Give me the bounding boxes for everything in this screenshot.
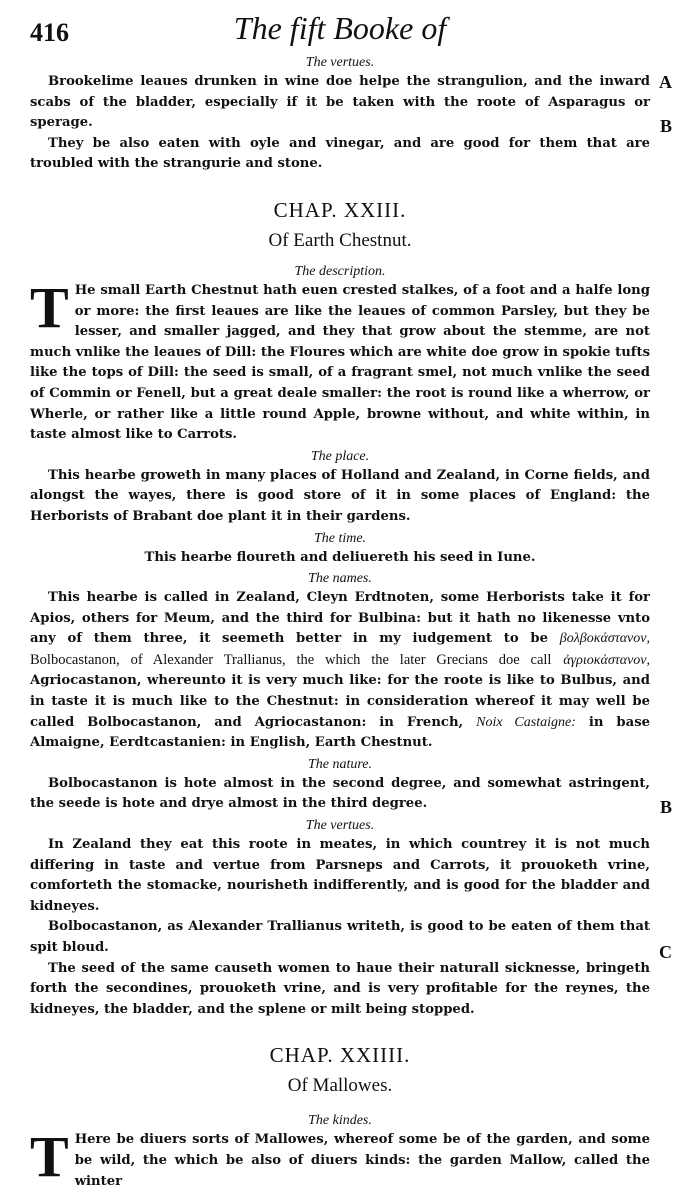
margin-letter-a: A bbox=[659, 72, 672, 92]
paragraph-description bbox=[30, 274, 650, 446]
paragraph-time: This hearbe floureth and deliuereth his seed in Iune. bbox=[144, 549, 536, 565]
running-title: The fift Booke of bbox=[233, 10, 447, 46]
paragraph-strangurie: They be also eaten with oyle and vinegar, and are good for them that are troubled with the strangurie and stone. bbox=[30, 135, 650, 172]
chapter-title-24: Of Mallowes. bbox=[287, 1075, 393, 1097]
paragraph-place: This hearbe groweth in many places of Holland and Zealand, in Corne fields, and alongst the wayes, there is good store of it in some places of England: the Herborists of Brabant doe plant it in their gardens. bbox=[30, 467, 650, 524]
section-heading-names: The names. bbox=[308, 571, 372, 587]
description-text: He small Earth Chestnut hath euen crested stalkes, of a foot and a halfe long or more: the first leaues are like the leaues of common Parsley, but they be lesser, and smaller jagged, and they that grow about the stemme, are not much vnlike the leaues of Dill: the Floures which are white doe grow in spokie tufts like the tops of Dill: the seed is small, of a fragrant smel, not much vnlike the seed of Commin or Fenell, but a great deale smaller: the root is round like a wherrow, or Wherle, or rather like a little round Apple, browne without, and white within, in taste almost like to Carrots. bbox=[30, 282, 650, 443]
chapter-label-24: CHAP. XXIIII. bbox=[269, 1043, 411, 1068]
greek-word-1: βολβοκάστανον, bbox=[559, 631, 650, 647]
paragraph-virtues-2: Bolbocastanon, as Alexander Trallianus writeth, is good to be eaten of them that spit bloud. bbox=[30, 919, 650, 955]
section-heading-time: The time. bbox=[313, 530, 367, 546]
section-heading-nature: The nature. bbox=[307, 756, 373, 772]
french-name: Noix Castaigne: bbox=[476, 714, 576, 730]
paragraph-virtues-3: The seed of the same causeth women to haue their naturall sicknesse, bringeth forth the secondines, prouoketh vrine, and is very profitable for the reynes, the kidneyes, the bladder, and the splene or milt being stopped. bbox=[30, 960, 650, 1017]
paragraph-brookelime: Brookelime leaues drunken in wine doe helpe the strangulion, and the inward scabs of the bladder, especially if it be taken with the roote of Asparagus or sperage. bbox=[30, 74, 650, 131]
drop-cap: T bbox=[30, 274, 69, 340]
chapter-title-23: Of Earth Chestnut. bbox=[268, 229, 412, 251]
greek-word-2: ἀγριοκάστανον, bbox=[563, 652, 651, 668]
names-text-c: Agriocastanon, whereunto it is very much like: for the roote is like to Bulbus, and in taste it is much like to the Chestnut: in consideration whereof it may well be called Bolbocastanon, and Agriocastanon: in French, bbox=[30, 673, 650, 730]
page-number: 416 bbox=[30, 18, 69, 47]
section-heading-description: The description. bbox=[294, 263, 386, 279]
names-text-b: Bolbocastanon, of Alexander Trallianus, the which the later Grecians doe call bbox=[30, 651, 552, 668]
names-text-a: This hearbe is called in Zealand, Cleyn Erdtnoten, some Herborists take it for Apios, others for Meum, and the third for Bulbina: but it hath no likenesse vnto any of them three, it seemeth better in my iudgement to be bbox=[30, 590, 650, 647]
margin-letter-b: B bbox=[659, 116, 672, 136]
paragraph-names bbox=[30, 588, 650, 754]
section-heading-vertues: The vertues. bbox=[305, 55, 375, 70]
chapter-label-23: CHAP. XXIII. bbox=[273, 197, 407, 222]
drop-cap-2: T bbox=[30, 1124, 69, 1190]
page-body bbox=[30, 52, 650, 1192]
kindes-text: Here be diuers sorts of Mallowes, whereof some be of the garden, and some be wild, the which be also of diuers kinds: the garden Mallow, called the winter bbox=[74, 1132, 650, 1189]
section-heading-place: The place. bbox=[310, 448, 370, 464]
section-heading-vertues-2: The vertues. bbox=[305, 818, 375, 834]
paragraph-virtues-1: In Zealand they eat this roote in meates, in which countrey it is not much differing in taste and vertue from Parsneps and Carrots, it prouoketh vrine, comforteth the stomacke, nourisheth indifferently, and is good for the bladder and kidneyes. bbox=[30, 837, 650, 914]
margin-letter-b-2: B bbox=[659, 797, 672, 817]
paragraph-nature: Bolbocastanon is hote almost in the second degree, and somewhat astringent, the seede is hote and drye almost in the third degree. bbox=[30, 775, 650, 812]
section-heading-kindes: The kindes. bbox=[308, 1113, 372, 1129]
margin-letter-c: C bbox=[659, 942, 672, 962]
names-text-d: in base Almaigne, Eerdtcastanien: in English, Earth Chestnut. bbox=[30, 714, 651, 751]
paragraph-kindes bbox=[30, 1124, 650, 1192]
